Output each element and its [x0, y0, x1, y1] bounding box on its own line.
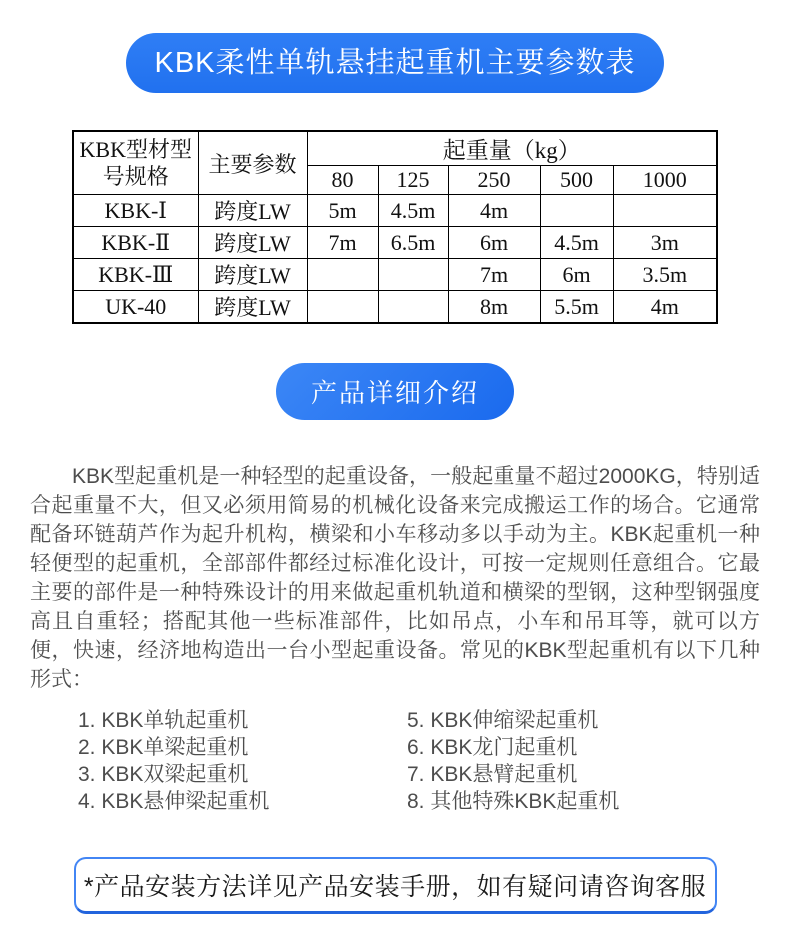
capacity-cell: 7m — [448, 259, 540, 291]
param-cell: 跨度LW — [198, 291, 307, 324]
capacity-cell: 5.5m — [540, 291, 613, 324]
capacity-cell: 6.5m — [378, 227, 448, 259]
table-header-param: 主要参数 — [198, 131, 307, 195]
intro-paragraph: KBK型起重机是一种轻型的起重设备，一般起重量不超过2000KG，特别适合起重量不大，但又必须用简易的机械化设备来完成搬运工作的场合。它通常配备环链葫芦作为起升机构，横梁和小车移动多以手动为主。KBK起重机一种轻便型的起重机，全部部件都经过标准化设计，可按一定规则任意组合。它最主要的部件是一种特殊设计的用来做起重机轨道和横梁的型钢，这种型钢强度高且自重轻；搭配其他一些标准部件，比如吊点，小车和吊耳等，就可以方便，快速，经济地构造出一台小型起重设备。常见的KBK型起重机有以下几种形式： — [30, 465, 760, 691]
title-banner: KBK柔性单轨悬挂起重机主要参数表 — [126, 33, 663, 93]
capacity-cell: 4.5m — [540, 227, 613, 259]
list-item: 4. KBK悬伸梁起重机 — [78, 790, 270, 813]
table-row — [73, 291, 717, 324]
capacity-cell — [378, 291, 448, 324]
capacity-cell: 7m — [307, 227, 378, 259]
list-item: 3. KBK双梁起重机 — [78, 763, 249, 786]
table-header-capacity-250: 250 — [448, 166, 540, 195]
param-cell: 跨度LW — [198, 195, 307, 227]
table-row — [73, 259, 717, 291]
table-header-capacity-80: 80 — [307, 166, 378, 195]
crane-type-list — [78, 707, 790, 815]
capacity-cell: 3.5m — [613, 259, 717, 291]
installation-note-text: *产品安装方法详见产品安装手册，如有疑问请咨询客服 — [83, 873, 707, 901]
capacity-cell: 4.5m — [378, 195, 448, 227]
parameters-table — [72, 130, 718, 324]
capacity-cell — [540, 195, 613, 227]
capacity-cell — [307, 259, 378, 291]
capacity-cell: 6m — [540, 259, 613, 291]
param-cell: 跨度LW — [198, 227, 307, 259]
list-item: 1. KBK单轨起重机 — [78, 709, 249, 732]
capacity-cell — [307, 291, 378, 324]
crane-type-list-right — [407, 707, 619, 815]
model-cell: UK-40 — [73, 291, 198, 324]
model-cell: KBK-Ⅰ — [73, 195, 198, 227]
table-row — [73, 227, 717, 259]
capacity-cell — [613, 195, 717, 227]
list-item: 5. KBK伸缩梁起重机 — [407, 709, 599, 732]
product-detail-button[interactable]: 产品详细介绍 — [276, 363, 514, 420]
model-cell: KBK-Ⅱ — [73, 227, 198, 259]
model-cell: KBK-Ⅲ — [73, 259, 198, 291]
table-header-capacity-1000: 1000 — [613, 166, 717, 195]
table-row — [73, 195, 717, 227]
list-item: 8. 其他特殊KBK起重机 — [407, 790, 620, 813]
capacity-cell: 6m — [448, 227, 540, 259]
list-item: 2. KBK单梁起重机 — [78, 736, 249, 759]
parameters-table-wrapper — [72, 130, 790, 324]
crane-type-list-left — [78, 707, 407, 815]
capacity-cell: 5m — [307, 195, 378, 227]
table-header-model: KBK型材型号规格 — [73, 131, 198, 195]
capacity-cell: 8m — [448, 291, 540, 324]
param-cell: 跨度LW — [198, 259, 307, 291]
installation-note-box — [74, 857, 717, 914]
capacity-cell: 3m — [613, 227, 717, 259]
capacity-cell: 4m — [613, 291, 717, 324]
capacity-cell: 4m — [448, 195, 540, 227]
table-header-capacity-125: 125 — [378, 166, 448, 195]
capacity-cell — [378, 259, 448, 291]
table-header-capacity: 起重量（kg） — [307, 131, 717, 166]
table-header-capacity-500: 500 — [540, 166, 613, 195]
list-item: 7. KBK悬臂起重机 — [407, 763, 578, 786]
list-item: 6. KBK龙门起重机 — [407, 736, 578, 759]
